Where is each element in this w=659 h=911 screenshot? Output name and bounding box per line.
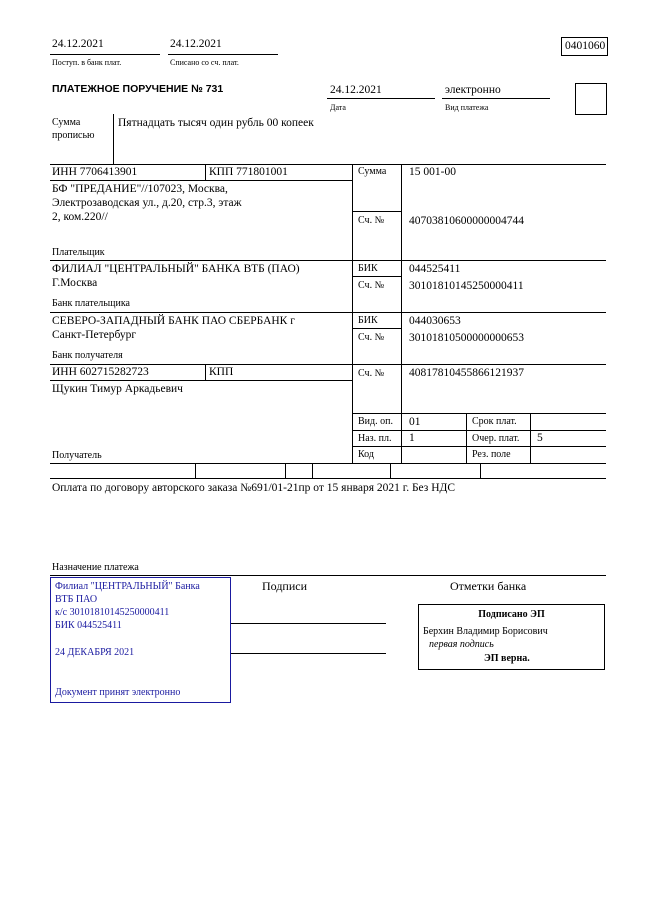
payer-bank-account-label: Сч. №	[358, 280, 385, 291]
bank-stamp-date: 24 ДЕКАБРЯ 2021	[55, 647, 135, 658]
grid-line	[50, 364, 606, 365]
payee-account-label: Сч. №	[358, 368, 385, 379]
naz-label: Наз. пл.	[358, 433, 392, 444]
order-date: 24.12.2021	[330, 84, 382, 96]
grid-line	[50, 478, 606, 479]
payment-type-line	[442, 98, 550, 99]
order-date-line	[327, 98, 435, 99]
grid-line	[352, 276, 401, 277]
grid-line	[50, 380, 352, 381]
payer-label: Плательщик	[52, 247, 105, 258]
vid-op: 01	[409, 416, 421, 428]
payee-bank-city: Санкт-Петербург	[52, 329, 137, 341]
ocher-label: Очер. плат.	[472, 433, 520, 444]
payer-name-line3: 2, ком.220//	[52, 211, 108, 223]
srok-label: Срок плат.	[472, 416, 517, 427]
payee-label: Получатель	[52, 450, 102, 461]
purpose-label: Назначение платежа	[52, 562, 139, 573]
form-code: 0401060	[565, 40, 606, 52]
amount-words-label-2: прописью	[52, 130, 95, 141]
payee-bank-account-label: Сч. №	[358, 332, 385, 343]
payer-name-line2: Электрозаводская ул., д.20, стр.3, этаж	[52, 197, 242, 209]
amount-words: Пятнадцать тысяч один рубль 00 копеек	[118, 117, 314, 129]
payer-bank-account: 30101810145250000411	[409, 280, 524, 292]
kod-label: Код	[358, 449, 374, 460]
grid-line	[401, 164, 402, 464]
grid-line	[50, 312, 606, 313]
grid-line	[352, 328, 401, 329]
payer-inn: ИНН 7706413901	[52, 166, 138, 178]
received-label: Поступ. в банк плат.	[52, 58, 122, 67]
grid-line	[352, 430, 606, 431]
bank-stamp-line4: БИК 044525411	[55, 620, 122, 631]
bank-marks-label: Отметки банка	[450, 579, 527, 593]
grid-line	[205, 164, 206, 180]
payer-account-label: Сч. №	[358, 215, 385, 226]
grid-line	[466, 413, 467, 464]
purpose-line	[50, 575, 606, 576]
signatures-label: Подписи	[262, 579, 308, 593]
payer-bank-bik-label: БИК	[358, 263, 378, 274]
ocher: 5	[537, 432, 543, 444]
bank-stamp-line2: ВТБ ПАО	[55, 594, 98, 605]
grid-line	[352, 413, 606, 414]
grid-line	[390, 463, 391, 478]
e-signature-signer: Берхин Владимир Борисович	[423, 626, 548, 637]
code-box	[575, 83, 607, 115]
grid-line	[352, 446, 606, 447]
vid-op-label: Вид. оп.	[358, 416, 393, 427]
e-signature-status: ЭП верна.	[484, 653, 530, 664]
rez-label: Рез. поле	[472, 449, 511, 460]
signature-line-2	[231, 653, 386, 654]
grid-line	[50, 260, 606, 261]
grid-line	[205, 364, 206, 380]
payee-bank-bik-label: БИК	[358, 315, 378, 326]
grid-line	[352, 164, 353, 464]
form-code-box	[561, 37, 608, 56]
naz: 1	[409, 432, 415, 444]
grid-line	[530, 413, 531, 464]
received-date: 24.12.2021	[52, 38, 104, 50]
received-date-line	[50, 54, 160, 55]
purpose-text: Оплата по договору авторского заказа №691/01-21пр от 15 января 2021 г. Без НДС	[52, 482, 456, 494]
payer-account: 40703810600000004744	[409, 215, 524, 227]
sum-value: 15 001-00	[409, 166, 456, 178]
grid-line	[50, 164, 606, 165]
payer-kpp: КПП 771801001	[209, 166, 288, 178]
payment-type-label: Вид платежа	[445, 103, 489, 112]
grid-line	[50, 180, 352, 181]
payer-bank-label: Банк плательщика	[52, 298, 130, 309]
bank-stamp-note: Документ принят электронно	[55, 687, 181, 698]
payee-kpp: КПП	[209, 366, 234, 378]
grid-line	[285, 463, 286, 478]
payee-bank-bik: 044030653	[409, 315, 461, 327]
debited-label: Списано со сч. плат.	[170, 58, 239, 67]
amount-words-divider	[113, 114, 114, 164]
payee-bank-account: 30101810500000000653	[409, 332, 524, 344]
payee-bank-label: Банк получателя	[52, 350, 123, 361]
grid-line	[50, 463, 606, 464]
bank-stamp	[50, 577, 231, 703]
grid-line	[352, 211, 401, 212]
payment-type: электронно	[445, 84, 501, 96]
grid-line	[312, 463, 313, 478]
payee-account: 40817810455866121937	[409, 367, 524, 379]
e-signature-title: Подписано ЭП	[478, 609, 545, 620]
bank-stamp-line3: к/с 30101810145250000411	[55, 607, 170, 618]
payer-bank-name: ФИЛИАЛ "ЦЕНТРАЛЬНЫЙ" БАНКА ВТБ (ПАО)	[52, 263, 300, 275]
bank-stamp-line1: Филиал "ЦЕНТРАЛЬНЫЙ" Банка	[55, 581, 200, 592]
sum-label: Сумма	[358, 166, 387, 177]
grid-line	[480, 463, 481, 478]
page-title: ПЛАТЕЖНОЕ ПОРУЧЕНИЕ № 731	[52, 83, 224, 95]
payer-name-line1: БФ "ПРЕДАНИЕ"//107023, Москва,	[52, 183, 228, 195]
e-signature-box	[418, 604, 605, 670]
payer-bank-city: Г.Москва	[52, 277, 98, 289]
debited-date-line	[168, 54, 278, 55]
grid-line	[195, 463, 196, 478]
payee-name: Щукин Тимур Аркадьевич	[52, 383, 183, 395]
order-date-label: Дата	[330, 103, 346, 112]
e-signature-role: первая подпись	[429, 639, 494, 650]
payer-bank-bik: 044525411	[409, 263, 461, 275]
payee-bank-name: СЕВЕРО-ЗАПАДНЫЙ БАНК ПАО СБЕРБАНК г	[52, 315, 295, 327]
payee-inn: ИНН 602715282723	[52, 366, 149, 378]
signature-line-1	[231, 623, 386, 624]
debited-date: 24.12.2021	[170, 38, 222, 50]
amount-words-label-1: Сумма	[52, 117, 81, 128]
